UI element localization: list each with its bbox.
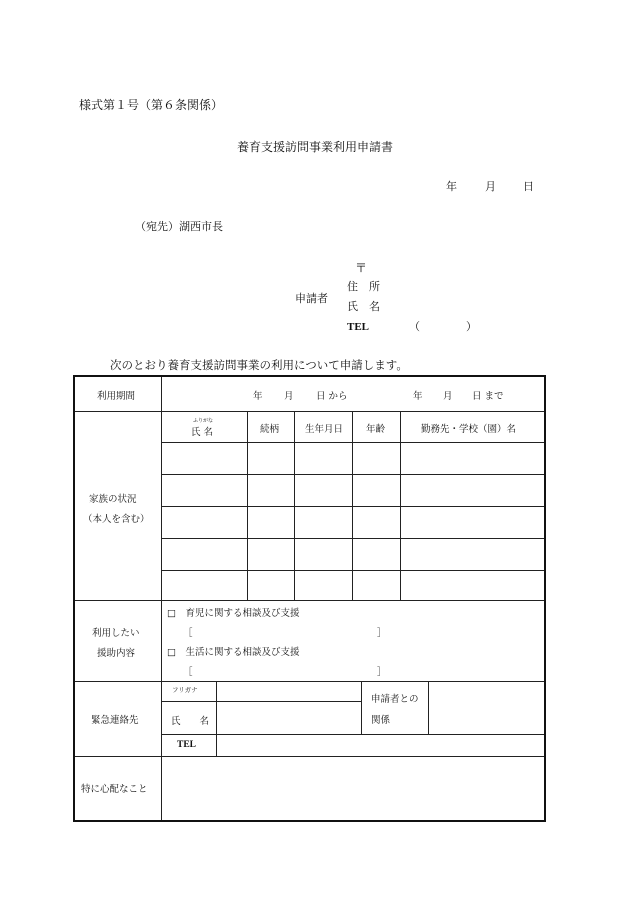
period-from-year: 年 [253, 391, 263, 402]
column-divider [294, 411, 295, 600]
emergency-relation-line2: 関係 [371, 715, 391, 726]
family-label-line1: 家族の状況 [89, 494, 137, 505]
applicant-address-label: 住 所 [347, 280, 380, 293]
emergency-furigana-label: フリガナ [172, 686, 198, 694]
emergency-relation-line1: 申請者との [371, 694, 419, 705]
period-to-day: 日 まで [472, 391, 504, 402]
intro-text: 次のとおり養育支援訪問事業の利用について申請します。 [110, 358, 408, 372]
applicant-tel-label: TEL [347, 321, 370, 333]
support-option-childcare[interactable]: □ 育児に関する相談及び支援 [167, 608, 300, 619]
application-form-table [73, 375, 546, 822]
support-option-living[interactable]: □ 生活に関する相談及び支援 [167, 647, 300, 658]
concerns-label: 特に心配なこと [81, 784, 148, 795]
support-label-line2: 援助内容 [97, 648, 136, 659]
row-divider [161, 734, 544, 735]
postal-mark: 〒 [355, 261, 368, 275]
applicant-label: 申請者 [295, 292, 328, 305]
family-col-birthdate: 生年月日 [305, 424, 344, 435]
period-from-day: 日 から [316, 391, 348, 402]
row-divider [75, 411, 544, 412]
column-divider [161, 377, 162, 820]
tel-paren-close: ） [466, 320, 478, 333]
form-number: 様式第１号（第６条関係） [79, 98, 224, 112]
family-col-workplace: 勤務先・学校（園）名 [421, 424, 517, 435]
date-day: 日 [523, 180, 534, 193]
row-divider [75, 756, 544, 757]
row-divider [75, 681, 544, 682]
applicant-name-label: 氏 名 [347, 300, 380, 313]
date-month: 月 [485, 180, 496, 193]
period-label: 利用期間 [97, 391, 136, 402]
row-divider [75, 600, 544, 601]
support-bracket-close-1: ］ [377, 628, 387, 639]
support-label-line1: 利用したい [92, 628, 140, 639]
support-bracket-open-1: ［ [183, 628, 193, 639]
addressee: （宛先）湖西市長 [135, 220, 223, 233]
row-divider [161, 701, 361, 702]
period-to-year: 年 [413, 391, 423, 402]
column-divider [247, 411, 248, 600]
column-divider [400, 411, 401, 600]
document-title: 養育支援訪問事業利用申請書 [236, 140, 393, 154]
support-bracket-close-2: ］ [377, 667, 387, 678]
emergency-name-label: 氏 名 [171, 716, 210, 727]
support-bracket-open-2: ［ [183, 667, 193, 678]
emergency-label: 緊急連絡先 [91, 715, 139, 726]
family-col-age: 年齢 [366, 424, 386, 435]
family-col-name: 氏 名 [191, 427, 214, 438]
period-from-month: 月 [284, 391, 294, 402]
column-divider [361, 681, 362, 734]
family-col-relation: 続柄 [260, 424, 280, 435]
applicant-tel [347, 318, 477, 334]
date-year: 年 [446, 180, 457, 193]
period-to-month: 月 [443, 391, 453, 402]
emergency-tel-label: TEL [177, 740, 197, 750]
family-label-line2: （本人を含む） [83, 514, 150, 525]
family-name-ruby: ふりがな [193, 418, 214, 424]
column-divider [352, 411, 353, 600]
tel-paren-open: （ [409, 320, 421, 333]
application-date [446, 178, 534, 194]
column-divider [428, 681, 429, 734]
column-divider [216, 681, 217, 756]
